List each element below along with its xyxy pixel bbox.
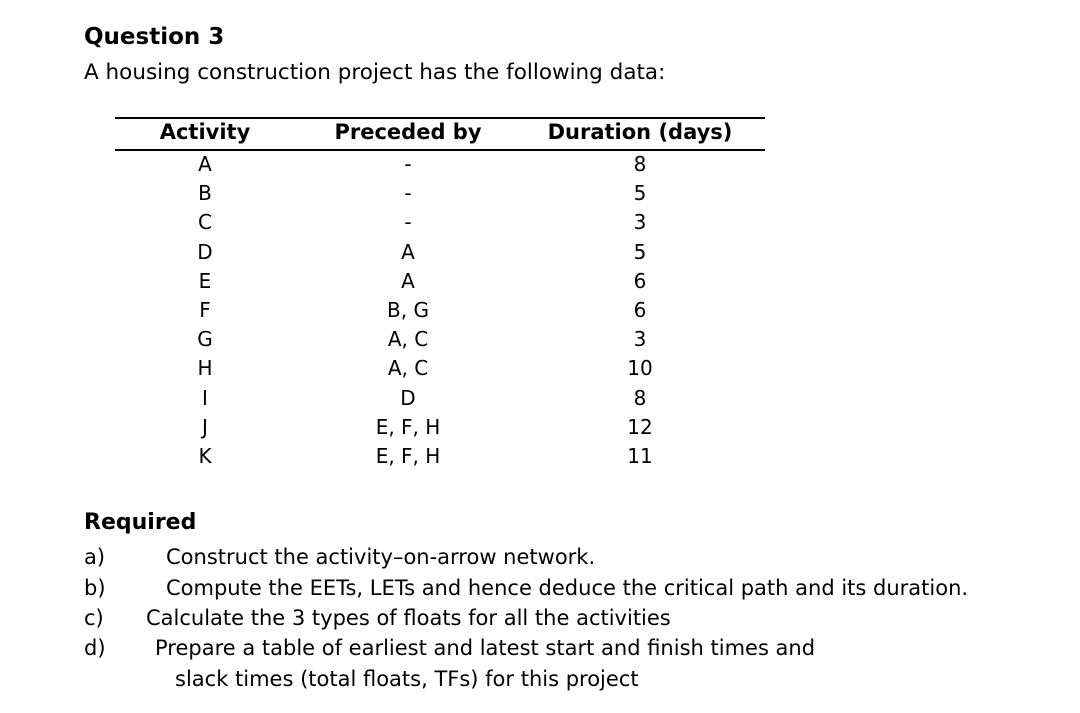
cell-activity: K bbox=[198, 444, 212, 468]
item-c-text: Calculate the 3 types of floats for all the activities bbox=[146, 606, 671, 630]
cell-activity: D bbox=[197, 239, 213, 264]
cell-duration: 10 bbox=[627, 356, 653, 381]
cell-activity: F bbox=[199, 298, 211, 322]
item-d-label: d) bbox=[84, 636, 106, 660]
cell-activity: E bbox=[198, 268, 212, 293]
cell-preceded-by: - bbox=[404, 181, 412, 206]
cell-activity: H bbox=[197, 356, 213, 381]
cell-duration: 3 bbox=[633, 210, 647, 235]
cell-preceded-by: - bbox=[404, 210, 412, 235]
header-duration: Duration (days) bbox=[547, 120, 733, 144]
cell-preceded-by: B, G bbox=[387, 298, 429, 322]
item-b-label: b) bbox=[84, 576, 106, 600]
cell-activity: I bbox=[202, 385, 208, 410]
cell-duration: 8 bbox=[633, 152, 647, 176]
question-intro: A housing construction project has the following data: bbox=[84, 60, 666, 85]
cell-preceded-by: D bbox=[400, 385, 416, 410]
cell-activity: G bbox=[197, 327, 213, 352]
cell-preceded-by: - bbox=[404, 152, 412, 176]
cell-activity: J bbox=[202, 414, 208, 439]
cell-preceded-by: A, C bbox=[387, 327, 429, 352]
cell-preceded-by: A bbox=[401, 268, 415, 293]
cell-duration: 6 bbox=[633, 268, 647, 293]
table-header-rule bbox=[115, 149, 765, 151]
cell-duration: 8 bbox=[633, 385, 647, 410]
cell-activity: B bbox=[198, 181, 212, 206]
item-b-text: Compute the EETs, LETs and hence deduce the critical path and its duration. bbox=[166, 576, 969, 600]
cell-preceded-by: E, F, H bbox=[375, 414, 441, 439]
table-top-rule bbox=[115, 117, 765, 119]
cell-preceded-by: E, F, H bbox=[375, 444, 441, 468]
cell-preceded-by: A bbox=[401, 239, 415, 264]
header-preceded-by: Preceded by bbox=[334, 120, 482, 144]
cell-activity: A bbox=[198, 152, 212, 176]
cell-duration: 5 bbox=[633, 239, 647, 264]
item-c-label: c) bbox=[84, 606, 104, 630]
question-title: Question 3 bbox=[84, 24, 225, 50]
cell-duration: 11 bbox=[627, 444, 653, 468]
cell-duration: 3 bbox=[633, 327, 647, 352]
item-a-text: Construct the activity–on-arrow network. bbox=[166, 545, 596, 569]
cell-activity: C bbox=[198, 210, 212, 235]
item-a-label: a) bbox=[84, 545, 106, 569]
header-activity: Activity bbox=[159, 120, 251, 144]
cell-duration: 12 bbox=[627, 414, 653, 439]
cell-preceded-by: A, C bbox=[387, 356, 429, 381]
cell-duration: 5 bbox=[633, 181, 647, 206]
item-d-text: Prepare a table of earliest and latest start and finish times and bbox=[155, 636, 816, 660]
item-d-text-continued: slack times (total floats, TFs) for this project bbox=[175, 667, 639, 691]
required-heading: Required bbox=[84, 510, 197, 535]
cell-duration: 6 bbox=[633, 298, 647, 322]
